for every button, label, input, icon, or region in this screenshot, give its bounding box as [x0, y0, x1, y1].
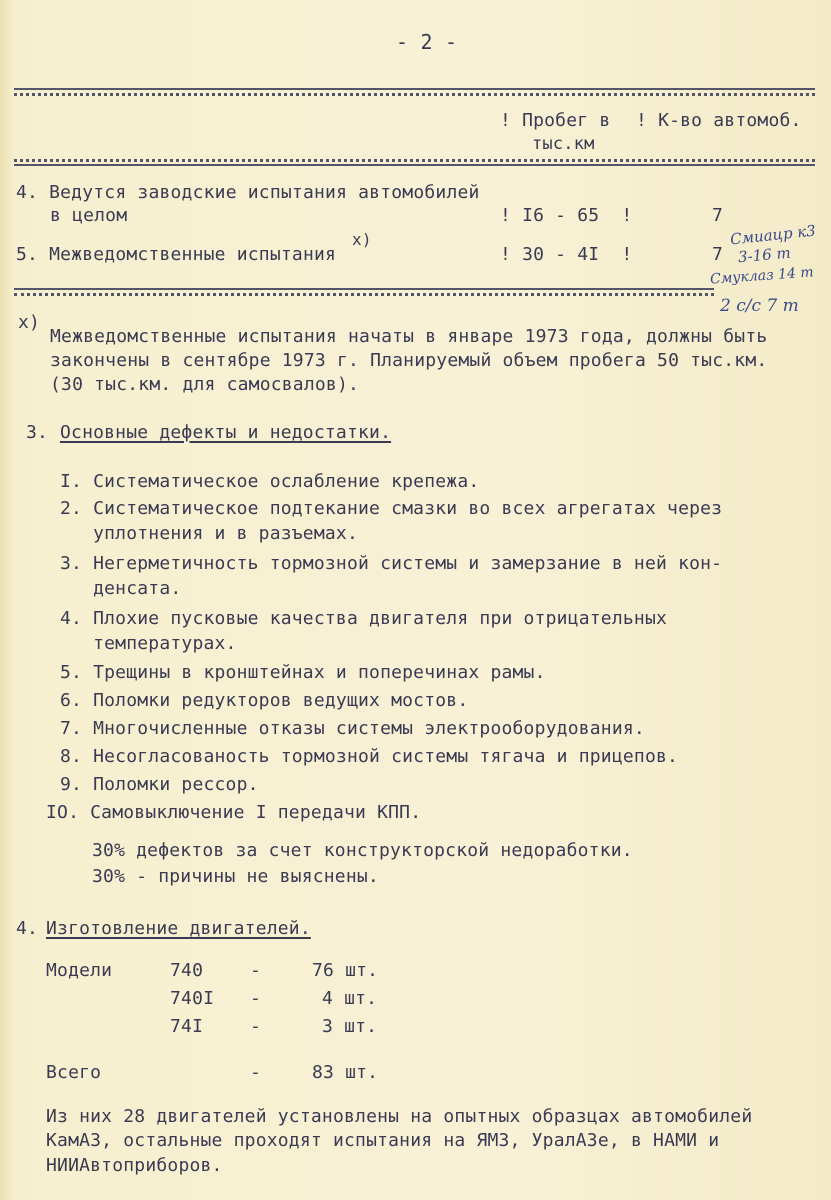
- table-row-mileage: ! 30 - 4I !: [500, 244, 633, 265]
- handwritten-note-line: Смиацр к3: [729, 221, 817, 249]
- closing-line: Из них 28 двигателей установлены на опытных образцах автомобилей: [46, 1106, 753, 1127]
- header-mileage-unit: тыс.км: [532, 134, 595, 154]
- handwritten-note-line: 2 с/с 7 т: [720, 296, 799, 316]
- list-item: уплотнения и в разъемах.: [60, 523, 358, 544]
- table-row-count: 7: [712, 205, 724, 226]
- defect-note: 30% дефектов за счет конструкторской недоработки.: [92, 840, 633, 861]
- table-row-mileage: ! I6 - 65 !: [500, 205, 633, 226]
- list-item: 8. Несогласованость тормозной системы тягача и прицепов.: [60, 746, 679, 767]
- page-number: - 2 -: [396, 30, 458, 54]
- engine-dash: -: [250, 1016, 262, 1037]
- total-label: Всего: [46, 1062, 102, 1083]
- list-item: 4. Плохие пусковые качества двигателя при отрицательных: [60, 608, 668, 629]
- engine-model: 74I: [170, 1016, 204, 1037]
- total-dash: -: [250, 1062, 262, 1083]
- list-item: 9. Поломки рессор.: [60, 774, 259, 795]
- handwritten-note-line: 3-16 т: [737, 243, 792, 267]
- list-item: 7. Многочисленные отказы системы электрооборудования.: [60, 718, 645, 739]
- section3-number: 3.: [26, 422, 49, 443]
- table-bottom-rule-dotted: [14, 293, 714, 296]
- table-header-rule: [14, 164, 815, 166]
- list-item: IO. Самовыключение I передачи КПП.: [46, 802, 422, 823]
- closing-line: НИИАвтоприборов.: [46, 1155, 223, 1176]
- section4-title: Изготовление двигателей.: [46, 918, 311, 939]
- engine-qty: 76 шт.: [312, 960, 379, 981]
- footnote-line: (30 тыс.км. для самосвалов).: [50, 374, 360, 395]
- table-top-rule: [14, 88, 815, 90]
- handwritten-note-line: Смуклаз 14 т: [709, 264, 815, 288]
- table-top-rule-dotted: [14, 93, 815, 96]
- table-row-label-cont: в целом: [50, 205, 128, 226]
- table-row-label: 4. Ведутся заводские испытания автомобилей: [16, 182, 480, 203]
- section3-title: Основные дефекты и недостатки.: [60, 422, 392, 443]
- defect-note: 30% - причины не выяснены.: [92, 866, 379, 887]
- list-item: 3. Негерметичность тормозной системы и замерзание в ней кон-: [60, 553, 723, 574]
- list-item: 5. Трещины в кронштейнах и поперечинах рамы.: [60, 662, 546, 683]
- engine-dash: -: [250, 960, 262, 981]
- engine-model: 740I: [170, 988, 215, 1009]
- table-row-count: 7: [712, 244, 724, 265]
- engine-model: 740: [170, 960, 204, 981]
- list-item: температурах.: [60, 633, 237, 654]
- engine-qty: 3 шт.: [322, 1016, 378, 1037]
- list-item: 2. Систематическое подтекание смазки во всех агрегатах через: [60, 498, 723, 519]
- header-count: ! К-во автомоб.: [636, 110, 802, 131]
- footnote-line: Межведомственные испытания начаты в январе 1973 года, должны быть: [50, 326, 768, 347]
- footnote-mark: x): [18, 312, 41, 333]
- section4-number: 4.: [16, 918, 39, 939]
- table-header-rule-dotted: [14, 159, 815, 162]
- engine-dash: -: [250, 988, 262, 1009]
- list-item: 6. Поломки редукторов ведущих мостов.: [60, 690, 469, 711]
- footnote-line: закончены в сентябре 1973 г. Планируемый объем пробега 50 тыс.км.: [50, 350, 768, 371]
- footnote-marker: x): [352, 230, 372, 249]
- list-item: денсата.: [60, 578, 182, 599]
- models-label: Модели: [46, 960, 113, 981]
- total-qty: 83 шт.: [312, 1062, 379, 1083]
- table-bottom-rule: [14, 288, 714, 290]
- engine-qty: 4 шт.: [322, 988, 378, 1009]
- closing-line: КамАЗ, остальные проходят испытания на ЯМЗ, УралАЗе, в НАМИ и: [46, 1130, 720, 1151]
- table-row-label: 5. Межведомственные испытания: [16, 244, 337, 265]
- list-item: I. Систематическое ослабление крепежа.: [60, 471, 480, 492]
- header-mileage: ! Пробег в: [500, 110, 611, 131]
